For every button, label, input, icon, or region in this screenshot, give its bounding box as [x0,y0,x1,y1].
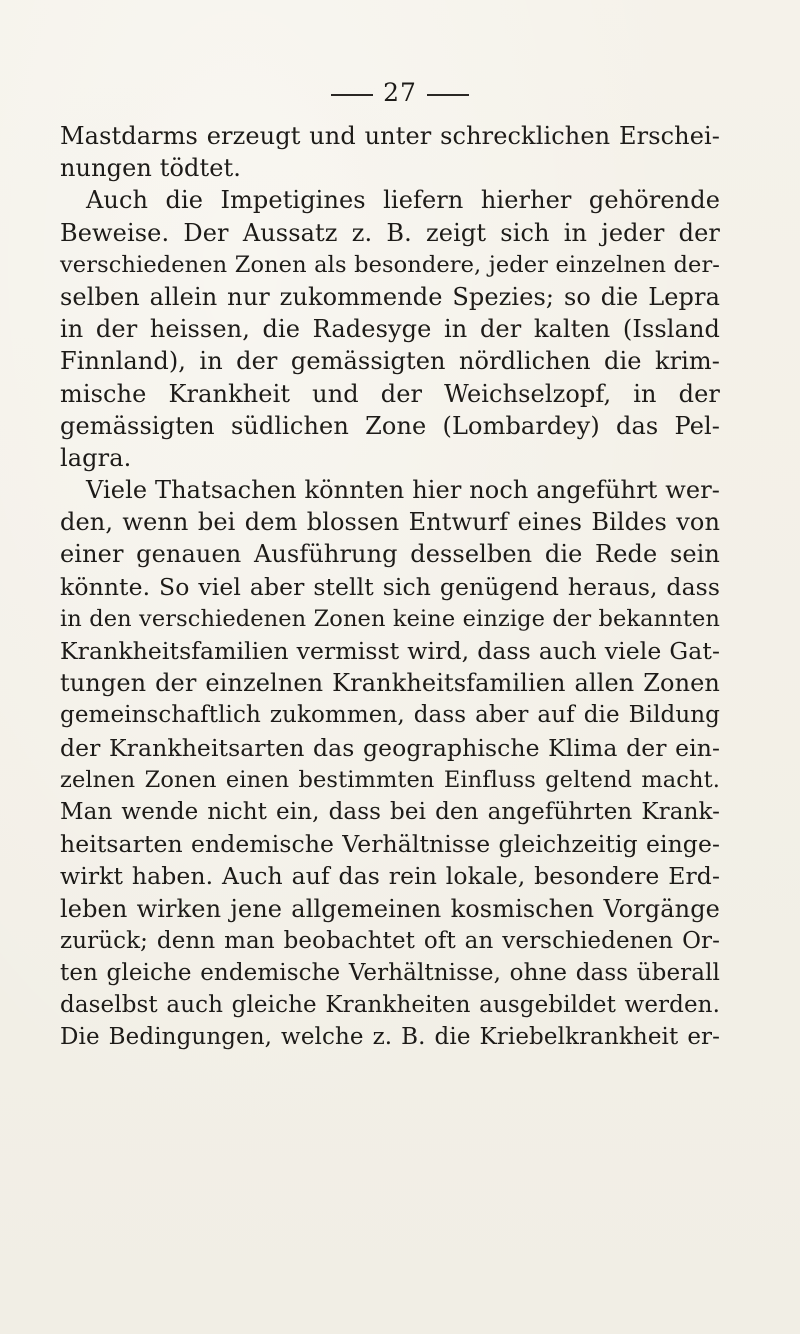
text-line: leben wirken jene allgemeinen kosmischen Vorgänge [60,894,720,923]
text-line: den, wenn bei dem blossen Entwurf eines Bildes von [60,508,720,537]
body-text [60,120,720,1053]
text-line: ten gleiche endemische Verhältnisse, ohne dass überall [60,959,720,986]
text-line: Finnland), in der gemässigten nördlichen die krim- [60,347,720,376]
text-line: gemässigten südlichen Zone (Lombardey) das Pel- [60,411,720,440]
text-line: selben allein nur zukommende Spezies; so die Lepra [60,282,720,311]
text-line: in den verschiedenen Zonen keine einzige der bekannten [60,605,720,632]
text-line: lagra. [60,443,132,472]
text-line: Krankheitsfamilien vermisst wird, dass auch viele Gat- [60,637,720,665]
text-line: Man wende nicht ein, dass bei den angeführten Krank- [60,798,720,825]
text-line: zurück; denn man beobachtet oft an verschiedenen Or- [60,927,720,954]
page-number: 27 [383,78,417,107]
text-line: nungen tödtet. [60,154,242,183]
text-line: gemeinschaftlich zukommen, dass aber auf die Bildung [60,702,720,729]
text-line: Beweise. Der Aussatz z. B. zeigt sich in jeder der [60,218,720,247]
text-line: Mastdarms erzeugt und unter schrecklichen Erschei- [60,122,720,150]
header-dash-left [331,94,373,96]
text-line: könnte. So viel aber stellt sich genügend heraus, dass [60,572,720,601]
page-header [0,78,800,107]
text-line: einer genauen Ausführung desselben die Rede sein [60,540,720,569]
text-line: tungen der einzelnen Krankheitsfamilien allen Zonen [60,669,720,698]
text-line: mische Krankheit und der Weichselzopf, in der [60,379,720,408]
text-line: in der heissen, die Radesyge in der kalten (Issland [60,315,720,344]
text-line: Auch die Impetigines liefern hierher gehörende [86,186,720,215]
header-dash-right [427,94,469,96]
text-line: heitsarten endemische Verhältnisse gleichzeitig einge- [60,830,720,859]
text-line: Viele Thatsachen könnten hier noch angeführt wer- [86,476,720,505]
text-line: der Krankheitsarten das geographische Klima der ein- [60,733,720,762]
text-line: wirkt haben. Auch auf das rein lokale, besondere Erd- [60,862,720,891]
text-line: Die Bedingungen, welche z. B. die Kriebelkrankheit er- [60,1024,720,1051]
text-line: daselbst auch gleiche Krankheiten ausgebildet werden. [60,992,720,1019]
text-line: zelnen Zonen einen bestimmten Einfluss geltend macht. [60,766,720,793]
text-line: verschiedenen Zonen als besondere, jeder einzelnen der- [60,251,720,278]
